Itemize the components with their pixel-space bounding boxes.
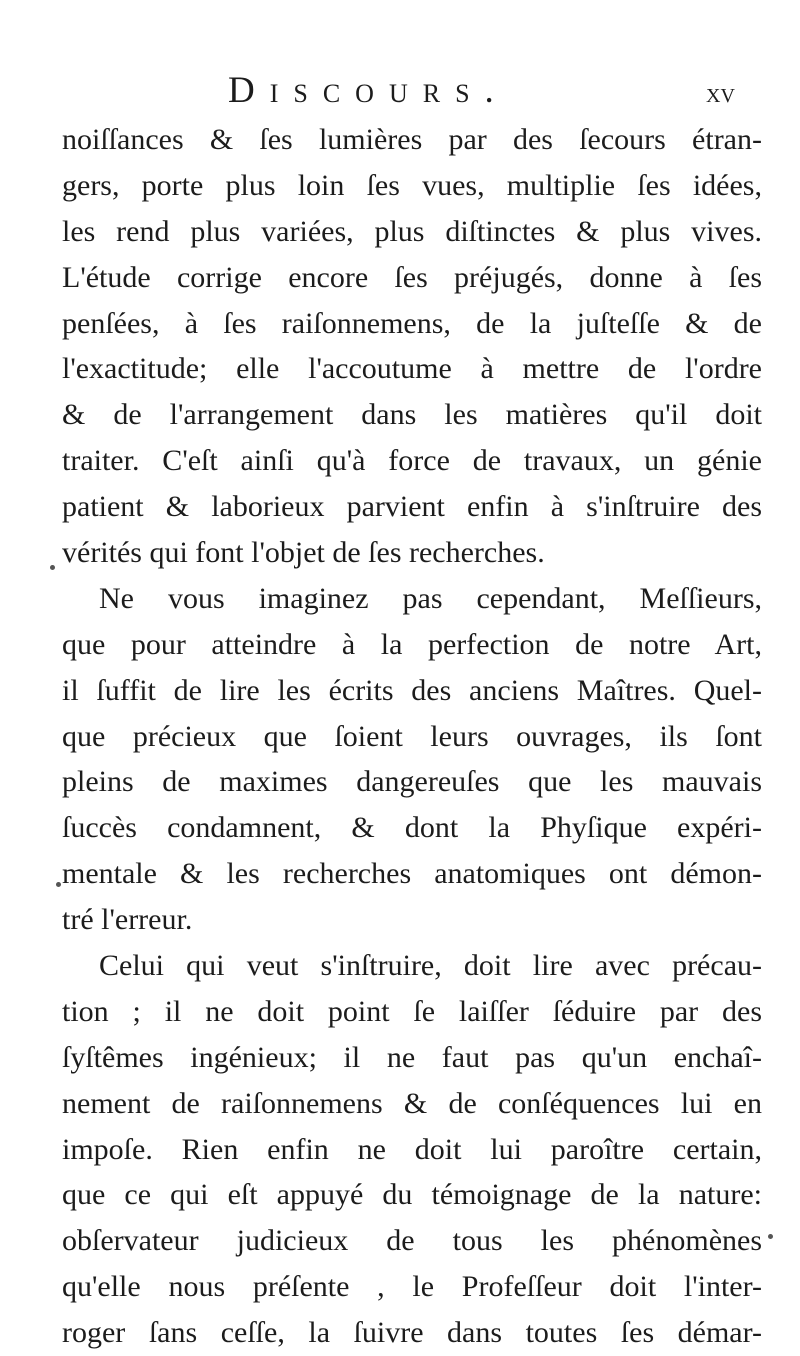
- text-line: nement de raiſonnemens & de conſéquences lui en: [62, 1086, 762, 1120]
- text-line: roger ſans ceſſe, la ſuivre dans toutes ſes démar-: [62, 1316, 762, 1350]
- text-line: tion ; il ne doit point ſe laiſſer ſéduire par des: [62, 994, 762, 1028]
- text-line: Ne vous imaginez pas cependant, Meſſieurs,: [99, 581, 762, 615]
- text-line: ſuccès condamnent, & dont la Phyſique expéri-: [62, 811, 762, 845]
- text-line: impoſe. Rien enfin ne doit lui paroître certain,: [62, 1132, 762, 1166]
- text-line: que ce qui eſt appuyé du témoignage de la nature:: [62, 1178, 762, 1212]
- ink-spot: [768, 1234, 773, 1239]
- ink-spot: [56, 882, 61, 887]
- text-line: vérités qui font l'objet de ſes recherches.: [62, 536, 545, 570]
- running-header: [0, 66, 800, 116]
- text-line: gers, porte plus loin ſes vues, multiplie ſes idées,: [62, 168, 762, 202]
- text-line: L'étude corrige encore ſes préjugés, donne à ſes: [62, 260, 762, 294]
- ink-spot: [50, 565, 55, 570]
- text-line: pleins de maximes dangereuſes que les mauvais: [62, 765, 762, 799]
- text-line: traiter. C'eſt ainſi qu'à force de travaux, un génie: [62, 444, 762, 478]
- text-line: penſées, à ſes raiſonnemens, de la juſteſſe & de: [62, 306, 762, 340]
- text-line: obſervateur judicieux de tous les phénomènes: [62, 1224, 762, 1258]
- text-line: que pour atteindre à la perfection de notre Art,: [62, 627, 762, 661]
- text-line: il ſuffit de lire les écrits des anciens Maîtres. Quel-: [62, 673, 762, 707]
- text-line: patient & laborieux parvient enfin à s'inſtruire des: [62, 490, 762, 524]
- running-title: Discours.: [228, 70, 509, 111]
- text-line: les rend plus variées, plus diſtinctes & plus vives.: [62, 214, 762, 248]
- text-line: noiſſances & ſes lumières par des ſecours étran-: [62, 123, 762, 156]
- text-line: ſyſtêmes ingénieux; il ne faut pas qu'un enchaî-: [62, 1040, 762, 1074]
- text-line: mentale & les recherches anatomiques ont démon-: [62, 857, 762, 891]
- text-line: l'exactitude; elle l'accoutume à mettre de l'ordre: [62, 352, 762, 386]
- text-line: que précieux que ſoient leurs ouvrages, ils ſont: [62, 719, 762, 753]
- text-line: & de l'arrangement dans les matières qu'il doit: [62, 398, 762, 432]
- text-line: Celui qui veut s'inſtruire, doit lire avec précau-: [99, 949, 762, 983]
- page-number: xv: [706, 78, 735, 109]
- text-line: qu'elle nous préſente , le Profeſſeur doit l'inter-: [62, 1270, 762, 1304]
- text-line: tré l'erreur.: [62, 903, 193, 937]
- body-text: [62, 117, 762, 1356]
